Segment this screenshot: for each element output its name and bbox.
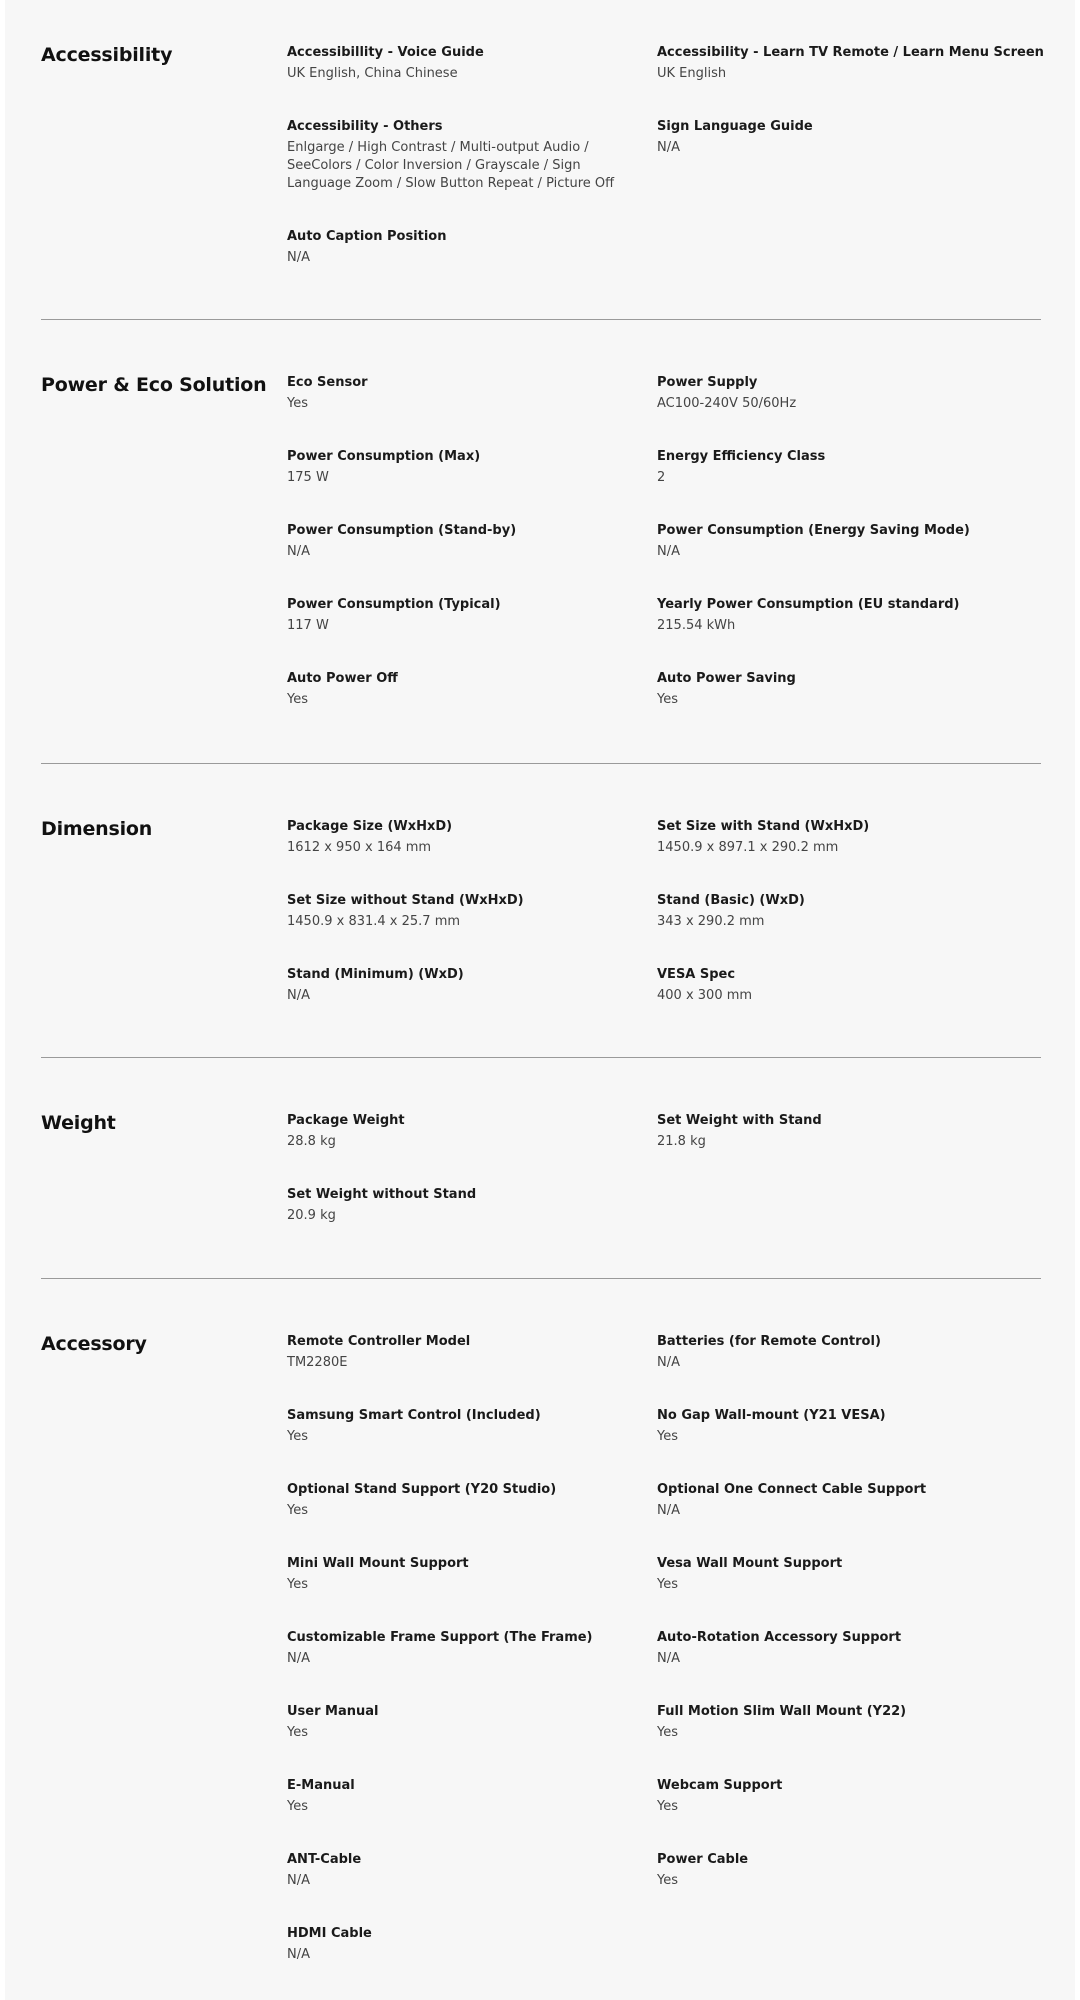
spec-value: Yes: [657, 1725, 678, 1740]
spec-item: [287, 1629, 627, 1668]
spec-label: Power Consumption (Energy Saving Mode): [657, 523, 970, 538]
spec-value: Yes: [657, 1873, 678, 1888]
spec-value: Yes: [287, 1577, 308, 1592]
spec-item: [657, 522, 997, 561]
spec-label: Batteries (for Remote Control): [657, 1334, 881, 1349]
spec-label: Set Weight without Stand: [287, 1187, 477, 1202]
spec-value: Yes: [287, 1503, 308, 1518]
section-divider: [41, 319, 1041, 320]
spec-label: Optional One Connect Cable Support: [657, 1482, 927, 1497]
spec-label: Stand (Basic) (WxD): [657, 893, 805, 908]
spec-item: [657, 448, 997, 487]
spec-label: Set Size without Stand (WxHxD): [287, 893, 524, 908]
spec-item: [287, 1777, 627, 1816]
spec-value: 20.9 kg: [287, 1208, 336, 1223]
spec-value: UK English, China Chinese: [287, 66, 458, 81]
spec-label: Optional Stand Support (Y20 Studio): [287, 1482, 557, 1497]
spec-label: Auto-Rotation Accessory Support: [657, 1630, 902, 1645]
spec-value: TM2280E: [287, 1355, 348, 1370]
spec-value: 1450.9 x 897.1 x 290.2 mm: [657, 840, 839, 855]
spec-item: [657, 374, 997, 413]
spec-value: 175 W: [287, 470, 329, 485]
spec-item: [287, 596, 627, 635]
section-divider: [41, 1057, 1041, 1058]
spec-value: 28.8 kg: [287, 1134, 336, 1149]
spec-label: Set Size with Stand (WxHxD): [657, 819, 870, 834]
spec-item: [657, 1112, 997, 1151]
spec-page: [5, 0, 1075, 2000]
spec-label: Samsung Smart Control (Included): [287, 1408, 541, 1423]
spec-value: N/A: [657, 1355, 680, 1370]
spec-value: 117 W: [287, 618, 329, 633]
spec-value: N/A: [657, 1651, 680, 1666]
spec-item: [287, 118, 637, 193]
spec-label: Remote Controller Model: [287, 1334, 471, 1349]
spec-value: Yes: [287, 1725, 308, 1740]
spec-value: Yes: [287, 692, 308, 707]
spec-item: [287, 892, 627, 931]
spec-label: No Gap Wall-mount (Y21 VESA): [657, 1408, 886, 1423]
spec-item: [657, 670, 997, 709]
spec-item: [657, 1481, 997, 1520]
spec-label: Full Motion Slim Wall Mount (Y22): [657, 1704, 907, 1719]
spec-label: Power Supply: [657, 375, 758, 390]
section-title-accessibility: Accessibility: [41, 44, 173, 66]
spec-item: [287, 1555, 627, 1594]
spec-item: [287, 966, 627, 1005]
spec-label: E-Manual: [287, 1778, 355, 1793]
spec-value: UK English: [657, 66, 727, 81]
spec-label: Vesa Wall Mount Support: [657, 1556, 843, 1571]
spec-item: [657, 596, 997, 635]
spec-item: [287, 44, 627, 83]
spec-item: [657, 1407, 997, 1446]
spec-item: [657, 966, 997, 1005]
spec-item: [657, 1629, 997, 1668]
spec-item: [657, 1555, 997, 1594]
spec-value: 1612 x 950 x 164 mm: [287, 840, 432, 855]
spec-label: Package Weight: [287, 1113, 405, 1128]
section-title-dimension: Dimension: [41, 818, 153, 840]
spec-item: [287, 1481, 627, 1520]
spec-label: Energy Efficiency Class: [657, 449, 826, 464]
spec-value: Enlgarge / High Contrast / Multi-output Audio / SeeColors / Color Inversion / Grayscale / Sign Language Zoom / Slow Button Repeat / Picture Off: [287, 140, 615, 191]
spec-value: N/A: [657, 140, 680, 155]
spec-value: N/A: [287, 988, 310, 1003]
spec-label: Package Size (WxHxD): [287, 819, 453, 834]
spec-label: User Manual: [287, 1704, 379, 1719]
spec-value: 21.8 kg: [657, 1134, 706, 1149]
section-divider: [41, 763, 1041, 764]
spec-label: Power Consumption (Stand-by): [287, 523, 517, 538]
spec-label: Webcam Support: [657, 1778, 783, 1793]
spec-item: [287, 1186, 627, 1225]
spec-value: 1450.9 x 831.4 x 25.7 mm: [287, 914, 461, 929]
spec-label: Power Cable: [657, 1852, 749, 1867]
spec-label: Power Consumption (Max): [287, 449, 481, 464]
spec-value: Yes: [657, 1429, 678, 1444]
spec-label: Accessibility - Others: [287, 119, 443, 134]
spec-item: [287, 522, 627, 561]
spec-item: [657, 892, 997, 931]
spec-value: Yes: [287, 1429, 308, 1444]
spec-label: Set Weight with Stand: [657, 1113, 822, 1128]
spec-value: N/A: [287, 1947, 310, 1962]
spec-label: Power Consumption (Typical): [287, 597, 501, 612]
spec-item: [657, 44, 1044, 83]
spec-label: Customizable Frame Support (The Frame): [287, 1630, 593, 1645]
spec-value: 343 x 290.2 mm: [657, 914, 765, 929]
spec-value: 2: [657, 470, 666, 485]
spec-item: [287, 1925, 627, 1964]
spec-value: N/A: [287, 544, 310, 559]
spec-value: AC100-240V 50/60Hz: [657, 396, 797, 411]
section-title-accessory: Accessory: [41, 1333, 147, 1355]
spec-label: Yearly Power Consumption (EU standard): [657, 597, 960, 612]
spec-value: Yes: [657, 1799, 678, 1814]
spec-item: [287, 670, 627, 709]
spec-item: [287, 1407, 627, 1446]
spec-value: N/A: [287, 1651, 310, 1666]
spec-item: [287, 374, 627, 413]
spec-label: ANT-Cable: [287, 1852, 362, 1867]
spec-value: N/A: [657, 544, 680, 559]
spec-value: N/A: [287, 1873, 310, 1888]
spec-label: Stand (Minimum) (WxD): [287, 967, 464, 982]
spec-item: [657, 1703, 997, 1742]
spec-value: Yes: [287, 1799, 308, 1814]
spec-item: [657, 1851, 997, 1890]
spec-item: [657, 1777, 997, 1816]
spec-value: 400 x 300 mm: [657, 988, 753, 1003]
spec-label: Accessibillity - Voice Guide: [287, 45, 484, 60]
spec-label: Mini Wall Mount Support: [287, 1556, 469, 1571]
spec-value: 215.54 kWh: [657, 618, 736, 633]
spec-label: Sign Language Guide: [657, 119, 813, 134]
spec-label: Eco Sensor: [287, 375, 368, 390]
spec-item: [657, 818, 997, 857]
spec-value: Yes: [657, 692, 678, 707]
spec-item: [657, 118, 997, 157]
section-divider: [41, 1278, 1041, 1279]
section-title-weight: Weight: [41, 1112, 116, 1134]
spec-item: [287, 818, 627, 857]
spec-value: Yes: [287, 396, 308, 411]
spec-item: [287, 448, 627, 487]
spec-label: Auto Caption Position: [287, 229, 447, 244]
spec-item: [287, 1333, 627, 1372]
spec-label: Accessibility - Learn TV Remote / Learn Menu Screen: [657, 45, 1044, 60]
spec-label: Auto Power Saving: [657, 671, 796, 686]
spec-label: Auto Power Off: [287, 671, 398, 686]
spec-item: [287, 228, 627, 267]
spec-item: [657, 1333, 997, 1372]
spec-item: [287, 1112, 627, 1151]
spec-value: N/A: [657, 1503, 680, 1518]
spec-item: [287, 1851, 627, 1890]
section-title-power: Power & Eco Solution: [41, 374, 267, 396]
spec-value: Yes: [657, 1577, 678, 1592]
spec-label: HDMI Cable: [287, 1926, 372, 1941]
spec-item: [287, 1703, 627, 1742]
spec-label: VESA Spec: [657, 967, 736, 982]
spec-value: N/A: [287, 250, 310, 265]
